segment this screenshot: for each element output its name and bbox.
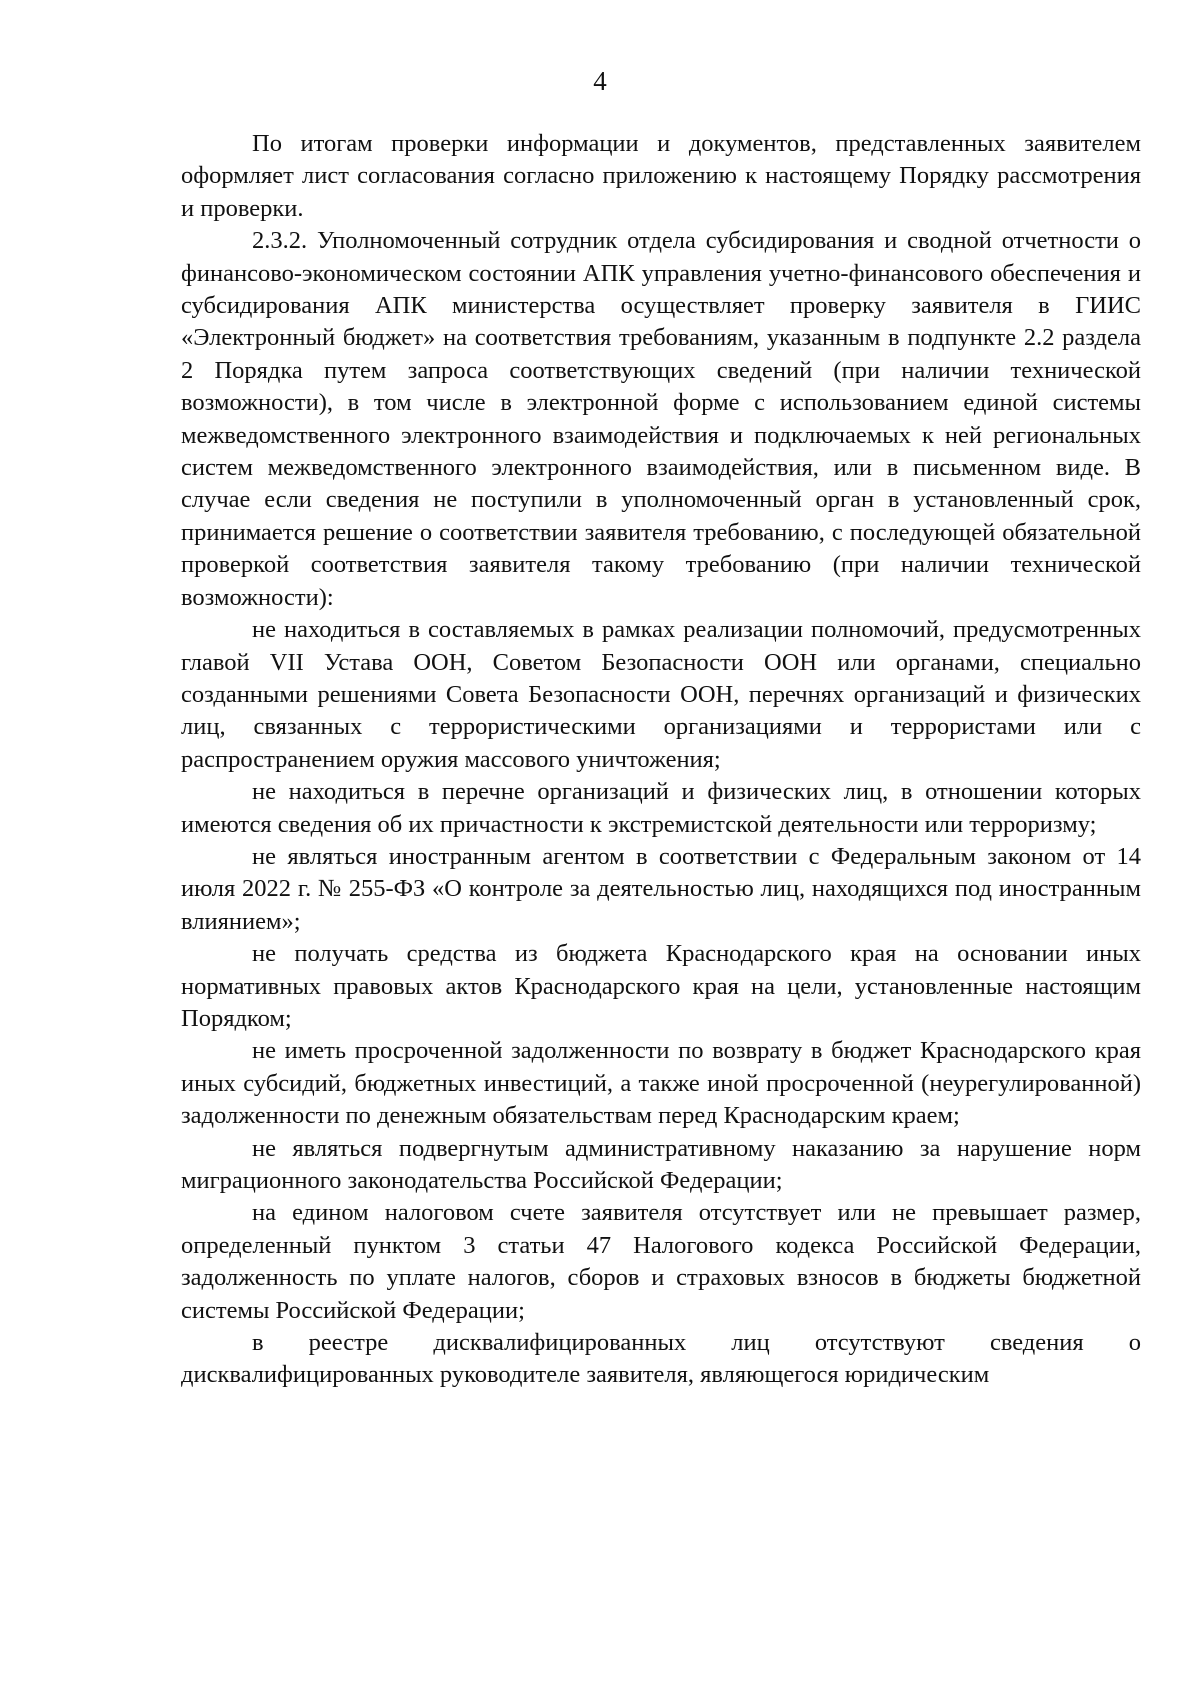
paragraph-budget-funds: не получать средства из бюджета Краснодарского края на основании иных нормативных правовых актов Краснодарского края на цели, установленные настоящим Порядком; [181, 940, 1141, 1032]
paragraph-tax-account: на едином налоговом счете заявителя отсутствует или не превышает размер, определенный пунктом 3 статьи 47 Налогового кодекса Российской Федерации, задолженность по уплате налогов, сборов и страховых взносов в бюджеты бюджетной системы Российской Федерации; [181, 1199, 1141, 1324]
paragraph-disqualified-registry: в реестре дисквалифицированных лиц отсутствуют сведения о дисквалифицированных руководителе заявителя, являющегося юридическим [181, 1329, 1141, 1389]
paragraph-migration-penalty: не являться подвергнутым административному наказанию за нарушение норм миграционного законодательства Российской Федерации; [181, 1134, 1141, 1194]
page-number: 4 [593, 66, 607, 96]
document-body [181, 128, 1141, 1392]
paragraph-review-results: По итогам проверки информации и документов, представленных заявителем оформляет лист согласования согласно приложению к настоящему Порядку рассмотрения и проверки. [181, 130, 1141, 222]
paragraph-extremism-list: не находиться в перечне организаций и физических лиц, в отношении которых имеются сведения об их причастности к экстремистской деятельности или терроризму; [181, 778, 1141, 838]
paragraph-overdue-debt: не иметь просроченной задолженности по возврату в бюджет Краснодарского края иных субсидий, бюджетных инвестиций, а также иной просроченной (неурегулированной) задолженности по денежным обязательствам перед Краснодарским краем; [181, 1037, 1141, 1130]
paragraph-foreign-agent: не являться иностранным агентом в соответствии с Федеральным законом от 14 июля 2022 г. № 255-ФЗ «О контроле за деятельностью лиц, находящихся под иностранным влиянием»; [181, 842, 1141, 935]
paragraph-clause-2-3-2: 2.3.2. Уполномоченный сотрудник отдела субсидирования и сводной отчетности о финансово-экономическом состоянии АПК управления учетно-финансового обеспечения и субсидирования АПК министерства осуществляет проверку заявителя в ГИИС «Электронный бюджет» на соответствия требованиям, указанным в подпункте 2.2 раздела 2 Порядка путем запроса соответствующих сведений (при наличии технической возможности), в том числе в электронной форме с использованием единой системы межведомственного электронного взаимодействия и подключаемых к ней региональных систем межведомственного электронного взаимодействия, или в письменном виде. В случае если сведения не поступили в уполномоченный орган в установленный срок, принимается решение о соответствии заявителя требованию, с последующей обязательной проверкой соответствия заявителя такому требованию (при наличии технической возможности): [181, 227, 1141, 611]
paragraph-un-sanctions-list: не находиться в составляемых в рамках реализации полномочий, предусмотренных главой VII Устава ООН, Советом Безопасности ООН или органами, специально созданными решениями Совета Безопасности ООН, перечнях организаций и физических лиц, связанных с террористическими организациями и террористами или с распространением оружия массового уничтожения; [181, 616, 1141, 773]
